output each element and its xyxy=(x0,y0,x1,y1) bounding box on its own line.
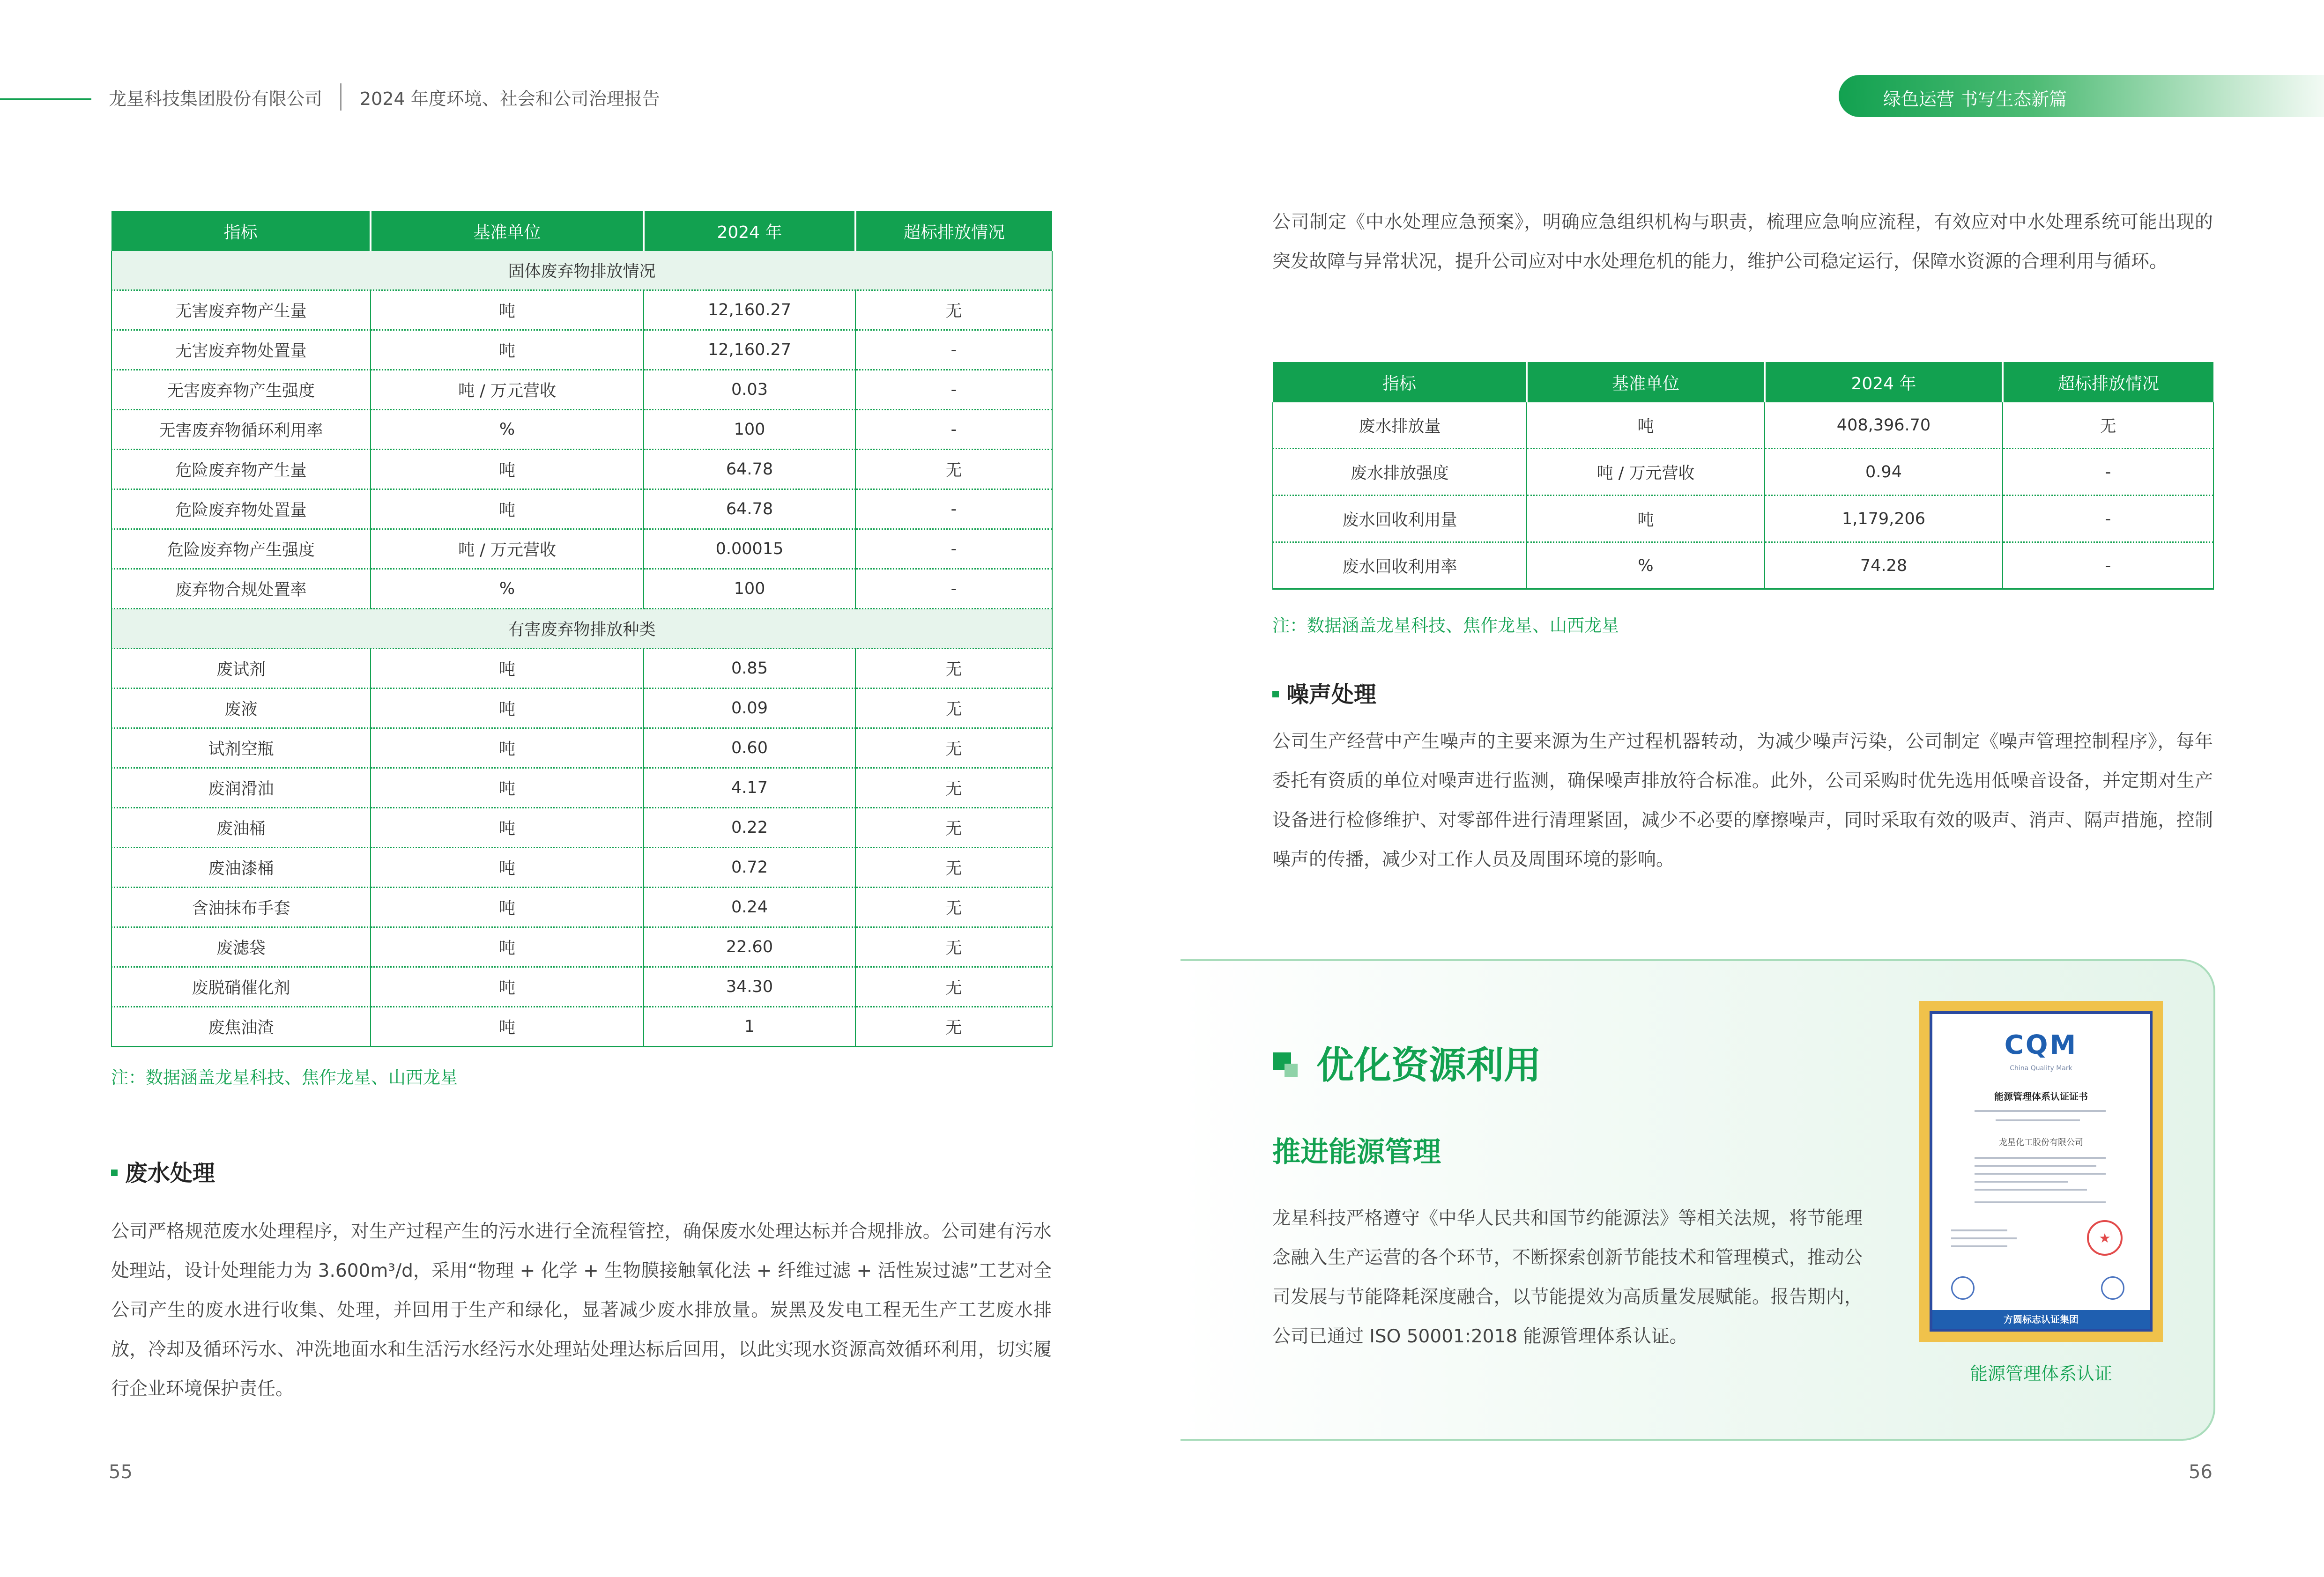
certificate-text-line xyxy=(1975,1181,2068,1183)
table-cell: 0.09 xyxy=(644,689,855,728)
table-cell: 无害废弃物产生强度 xyxy=(111,370,371,410)
table-row xyxy=(111,489,1052,529)
table-cell: 0.60 xyxy=(644,728,855,768)
table-cell: 无 xyxy=(855,290,1052,330)
table-cell: 吨 xyxy=(371,728,644,768)
table-cell: 4.17 xyxy=(644,768,855,808)
table-cell: 吨 xyxy=(371,888,644,927)
table-cell: - xyxy=(855,489,1052,529)
wastewater-table xyxy=(1272,362,2214,590)
table-cell: 废试剂 xyxy=(111,649,371,689)
table-cell: % xyxy=(371,569,644,609)
table-cell: 无 xyxy=(855,848,1052,888)
certificate-image xyxy=(1919,1001,2163,1342)
table-cell: 74.28 xyxy=(1765,542,2003,589)
table-row xyxy=(1273,496,2213,542)
table-cell: 1 xyxy=(644,1007,855,1047)
table-row xyxy=(111,529,1052,569)
table-row xyxy=(1273,402,2213,449)
table-cell: 吨 xyxy=(1527,402,1765,449)
col-header-unit: 基准单位 xyxy=(1527,362,1765,402)
table-cell: - xyxy=(2003,496,2213,542)
certificate-text-line xyxy=(1975,1157,2106,1159)
table-row xyxy=(111,649,1052,689)
table-cell: 废滤袋 xyxy=(111,927,371,967)
table-cell: 吨 xyxy=(371,330,644,370)
table-cell: 吨 xyxy=(371,689,644,728)
table-row xyxy=(111,569,1052,609)
table-cell: 废焦油渣 xyxy=(111,1007,371,1047)
table-row xyxy=(1273,449,2213,496)
table-cell: 0.22 xyxy=(644,808,855,848)
table-row xyxy=(111,848,1052,888)
page-number-right: 56 xyxy=(2189,1461,2213,1483)
certificate-title: 能源管理体系认证证书 xyxy=(1994,1091,2088,1102)
table-cell: 34.30 xyxy=(644,967,855,1007)
certificate-paper xyxy=(1930,1011,2153,1332)
table-row xyxy=(111,330,1052,370)
table-cell: 试剂空瓶 xyxy=(111,728,371,768)
table-cell: 废水回收利用量 xyxy=(1273,496,1527,542)
table-row xyxy=(111,410,1052,450)
table-cell: 无 xyxy=(855,689,1052,728)
table-cell: - xyxy=(2003,449,2213,496)
certificate-text-line xyxy=(1951,1245,2007,1247)
table-row xyxy=(111,1007,1052,1047)
table-cell: 100 xyxy=(644,569,855,609)
certificate-text-line xyxy=(1975,1110,2106,1112)
table-cell: 1,179,206 xyxy=(1765,496,2003,542)
table-cell: 无 xyxy=(855,768,1052,808)
table-cell: 废水回收利用率 xyxy=(1273,542,1527,589)
table-cell: 吨 xyxy=(371,927,644,967)
header-accent-line xyxy=(0,98,91,100)
accreditation-badge-icon xyxy=(1951,1276,1975,1300)
table-row xyxy=(111,808,1052,848)
table-cell: 吨 / 万元营收 xyxy=(371,529,644,569)
table-cell: 废润滑油 xyxy=(111,768,371,808)
table-cell: 0.94 xyxy=(1765,449,2003,496)
col-header-indicator: 指标 xyxy=(1273,362,1527,402)
table-cell: - xyxy=(855,410,1052,450)
table-cell: 无害废弃物循环利用率 xyxy=(111,410,371,450)
col-header-excess: 超标排放情况 xyxy=(2003,362,2213,402)
table-cell: 无 xyxy=(855,808,1052,848)
col-header-year: 2024 年 xyxy=(644,211,855,251)
section-square-icon xyxy=(1273,1052,1301,1081)
table-cell: 废弃物合规处置率 xyxy=(111,569,371,609)
table-row xyxy=(111,888,1052,927)
table-cell: 废油漆桶 xyxy=(111,848,371,888)
table-cell: 0.03 xyxy=(644,370,855,410)
certificate-text-line xyxy=(1996,1119,2080,1121)
table-cell: 废油桶 xyxy=(111,808,371,848)
table-cell: 吨 / 万元营收 xyxy=(371,370,644,410)
table-row xyxy=(111,967,1052,1007)
table-cell: 无 xyxy=(855,927,1052,967)
noise-heading-text: 噪声处理 xyxy=(1286,681,1377,708)
col-header-indicator: 指标 xyxy=(111,211,371,251)
table-cell: 吨 / 万元营收 xyxy=(1527,449,1765,496)
table-cell: 含油抹布手套 xyxy=(111,888,371,927)
table-cell: 无害废弃物处置量 xyxy=(111,330,371,370)
table-cell: 0.00015 xyxy=(644,529,855,569)
table-cell: 12,160.27 xyxy=(644,330,855,370)
table-cell: 22.60 xyxy=(644,927,855,967)
col-header-year: 2024 年 xyxy=(1765,362,2003,402)
table-cell: 吨 xyxy=(371,967,644,1007)
table-cell: 100 xyxy=(644,410,855,450)
table-cell: 无 xyxy=(2003,402,2213,449)
table-cell: 废脱硝催化剂 xyxy=(111,967,371,1007)
header-company: 龙星科技集团股份有限公司 xyxy=(109,89,323,109)
certificate-company: 龙星化工股份有限公司 xyxy=(1999,1138,2083,1148)
table-cell: 吨 xyxy=(371,489,644,529)
table-cell: 无 xyxy=(855,1007,1052,1047)
iqnet-badge-icon xyxy=(2101,1276,2124,1300)
reclaimed-water-paragraph: 公司制定《中水处理应急预案》，明确应急组织机构与职责，梳理应急响应流程，有效应对中水处理系统可能出现的突发故障与异常状况，提升公司应对中水处理危机的能力，维护公司稳定运行，保障水资源的合理利用与循环。 xyxy=(1272,212,2213,272)
table-cell: 0.24 xyxy=(644,888,855,927)
table-cell: - xyxy=(855,370,1052,410)
col-header-unit: 基准单位 xyxy=(371,211,644,251)
table-cell: 无 xyxy=(855,728,1052,768)
table-row xyxy=(1273,542,2213,589)
table-cell: 无 xyxy=(855,967,1052,1007)
table-cell: 0.72 xyxy=(644,848,855,888)
table-cell: 吨 xyxy=(371,808,644,848)
table-section-label: 有害废弃物排放种类 xyxy=(111,609,1052,649)
table-header-row xyxy=(1273,362,2213,402)
table-cell: 废液 xyxy=(111,689,371,728)
noise-paragraph: 公司生产经营中产生噪声的主要来源为生产过程机器转动，为减少噪声污染，公司制定《噪声管理控制程序》，每年委托有资质的单位对噪声进行监测，确保噪声排放符合标准。此外，公司采购时优先选用低噪音设备，并定期对生产设备进行检修维护、对零部件进行清理紧固，减少不必要的摩擦噪声，同时采取有效的吸声、消声、隔声措施，控制噪声的传播，减少对工作人员及周围环境的影响。 xyxy=(1272,731,2213,870)
table-cell: - xyxy=(855,529,1052,569)
table-section-label: 固体废弃物排放情况 xyxy=(111,251,1052,290)
certificate-footer: 方圆标志认证集团 xyxy=(1932,1310,2150,1329)
table-cell: - xyxy=(855,569,1052,609)
table-cell: 吨 xyxy=(371,848,644,888)
table-row xyxy=(111,450,1052,489)
page-number-left: 55 xyxy=(109,1461,133,1483)
table-cell: % xyxy=(371,410,644,450)
table-cell: % xyxy=(1527,542,1765,589)
cqm-logo-subtitle: China Quality Mark xyxy=(2010,1065,2072,1072)
table-cell: 12,160.27 xyxy=(644,290,855,330)
resource-section-title: 优化资源利用 xyxy=(1316,1044,1541,1087)
table-cell: - xyxy=(855,330,1052,370)
energy-management-subtitle: 推进能源管理 xyxy=(1272,1136,1441,1169)
table-cell: 无 xyxy=(855,649,1052,689)
table-row xyxy=(111,728,1052,768)
table-cell: 无 xyxy=(855,888,1052,927)
certificate-text-line xyxy=(1951,1237,2017,1239)
wastewater-heading-text: 废水处理 xyxy=(125,1160,215,1186)
table-cell: 吨 xyxy=(371,1007,644,1047)
table-header-row xyxy=(111,211,1052,251)
table-cell: 吨 xyxy=(371,768,644,808)
section-tag-text: 绿色运营 书写生态新篇 xyxy=(1883,89,2067,110)
cqm-logo: CQM xyxy=(2004,1030,2078,1060)
table-section-row xyxy=(111,251,1052,290)
table-row xyxy=(111,768,1052,808)
wastewater-paragraph: 公司严格规范废水处理程序，对生产过程产生的污水进行全流程管控，确保废水处理达标并合规排放。公司建有污水处理站，设计处理能力为 3.600m³/d，采用“物理 + 化学 + 生物膜接触氧化法 + 纤维过滤 + 活性炭过滤”工艺对全公司产生的废水进行收集、处理，并回用于生产和绿化，显著减少废水排放量。炭黑及发电工程无生产工艺废水排放，冷却及循环污水、冲洗地面水和生活污水经污水处理站处理达标后回用，以此实现水资源高效循环利用，切实履行企业环境保护责任。 xyxy=(111,1221,1052,1399)
certificate-caption: 能源管理体系认证 xyxy=(1969,1363,2112,1384)
table-cell: 408,396.70 xyxy=(1765,402,2003,449)
table-cell: 危险废弃物产生量 xyxy=(111,450,371,489)
table-cell: 危险废弃物处置量 xyxy=(111,489,371,529)
header-separator xyxy=(340,83,342,111)
red-seal-icon: ★ xyxy=(2087,1220,2123,1256)
table-row xyxy=(111,370,1052,410)
table-cell: 无害废弃物产生量 xyxy=(111,290,371,330)
table-row xyxy=(111,927,1052,967)
certificate-text-line xyxy=(1975,1189,2087,1191)
table-cell: 吨 xyxy=(371,649,644,689)
wastewater-heading xyxy=(111,1155,215,1187)
table-cell: 吨 xyxy=(371,290,644,330)
table-cell: 64.78 xyxy=(644,450,855,489)
energy-management-paragraph: 龙星科技严格遵守《中华人民共和国节约能源法》等相关法规，将节能理念融入生产运营的各个环节，不断探索创新节能技术和管理模式，推动公司发展与节能降耗深度融合，以节能提效为高质量发展赋能。报告期内，公司已通过 ISO 50001:2018 能源管理体系认证。 xyxy=(1272,1208,1863,1347)
table-section-row xyxy=(111,609,1052,649)
table-row xyxy=(111,290,1052,330)
table-cell: 64.78 xyxy=(644,489,855,529)
right-table-note: 注：数据涵盖龙星科技、焦作龙星、山西龙星 xyxy=(1272,615,1619,636)
table-cell: - xyxy=(2003,542,2213,589)
bullet-square-icon xyxy=(1272,691,1279,697)
table-cell: 危险废弃物产生强度 xyxy=(111,529,371,569)
table-cell: 废水排放量 xyxy=(1273,402,1527,449)
certificate-text-line xyxy=(1975,1165,2096,1167)
certificate-text-line xyxy=(1975,1201,2106,1203)
table-row xyxy=(111,689,1052,728)
table-cell: 废水排放强度 xyxy=(1273,449,1527,496)
table-cell: 0.85 xyxy=(644,649,855,689)
left-table-note: 注：数据涵盖龙星科技、焦作龙星、山西龙星 xyxy=(111,1067,458,1088)
certificate-text-line xyxy=(1975,1173,2106,1175)
header-report-title: 2024 年度环境、社会和公司治理报告 xyxy=(360,89,660,109)
solid-waste-table xyxy=(111,211,1053,1047)
bullet-square-icon xyxy=(111,1170,118,1176)
certificate-text-line xyxy=(1951,1229,2007,1231)
table-cell: 无 xyxy=(855,450,1052,489)
table-cell: 吨 xyxy=(1527,496,1765,542)
table-cell: 吨 xyxy=(371,450,644,489)
noise-heading xyxy=(1272,676,1376,709)
col-header-excess: 超标排放情况 xyxy=(855,211,1052,251)
